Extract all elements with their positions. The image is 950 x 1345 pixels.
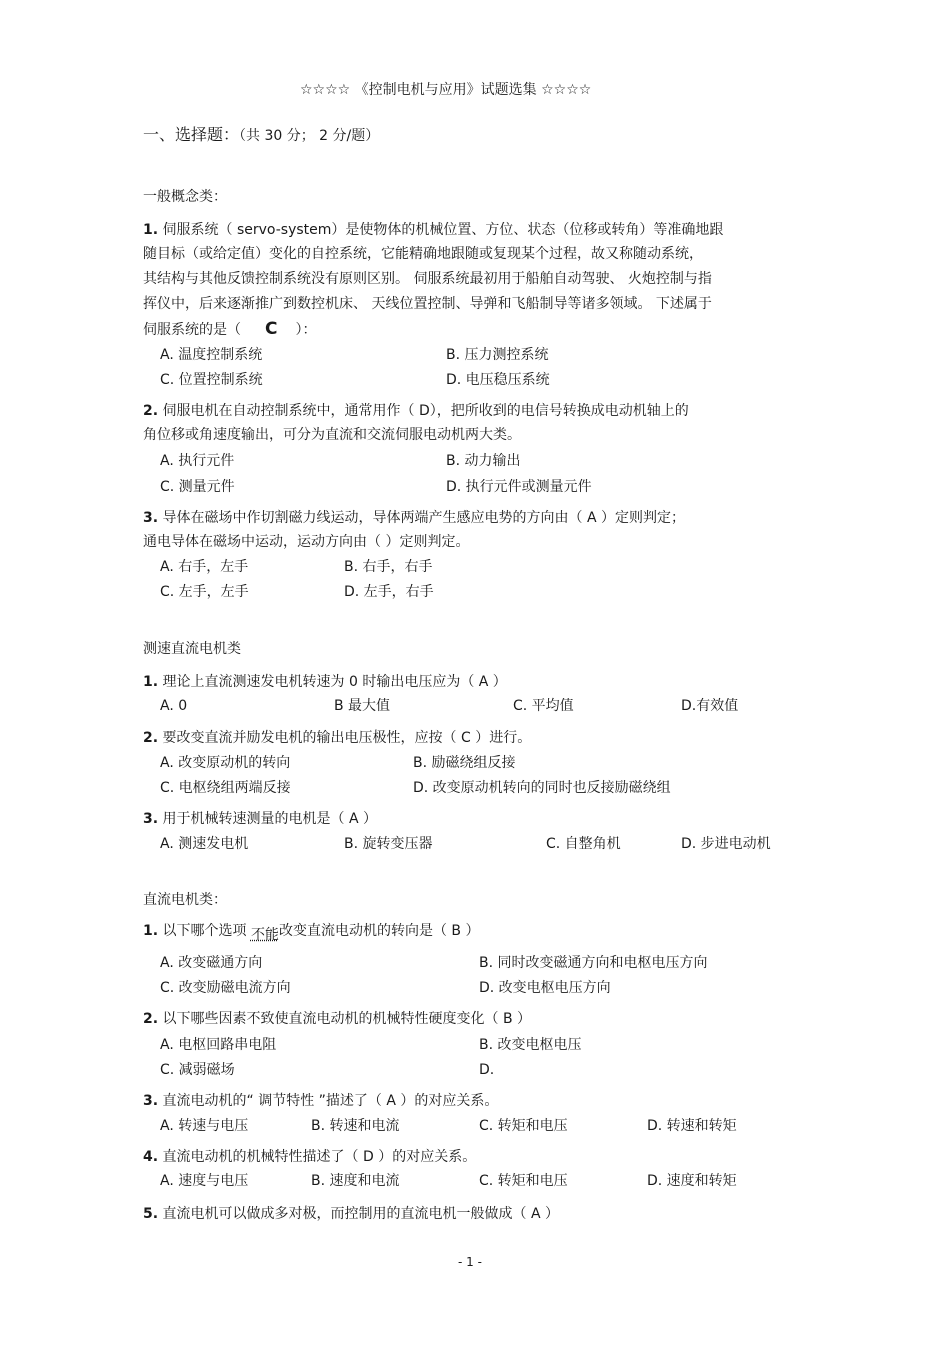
emphasis-text: 不能: [250, 927, 279, 943]
question-text: 改变直流电动机的转向是（ B ）: [278, 923, 480, 939]
question-text: 理论上直流测速发电机转速为 0 时输出电压应为（ A ）: [162, 674, 507, 690]
tacho-question-3: [143, 810, 377, 828]
option-d: D. 执行元件或测量元件: [446, 479, 592, 495]
dc-question-1: [143, 922, 480, 943]
option-c: C. 自整角机: [546, 836, 621, 852]
option-b: B 最大值: [334, 698, 391, 714]
question-number: 2.: [143, 403, 159, 419]
group-label-general: 一般概念类：: [143, 189, 227, 205]
question-number: 3.: [143, 510, 159, 526]
question-3-line2: 通电导体在磁场中运动，运动方向由（ ）定则判定。: [143, 534, 470, 550]
question-number: 1.: [143, 674, 159, 690]
option-a: A. 速度与电压: [160, 1173, 249, 1189]
question-text: 用于机械转速测量的电机是（ A ）: [162, 811, 377, 827]
section-heading-note: （共 30 分； 2 分/题）: [239, 128, 380, 144]
question-text: 直流电机可以做成多对极，而控制用的直流电机一般做成（ A ）: [162, 1206, 559, 1222]
question-3-line1: [143, 509, 685, 527]
answer-mark: C: [265, 319, 278, 339]
option-d: D. 步进电动机: [681, 836, 771, 852]
question-number: 1.: [143, 923, 159, 939]
question-1-line2: 随目标（或给定值）变化的自控系统，它能精确地跟随或复现某个过程，故又称随动系统，: [143, 246, 703, 262]
option-c: C. 左手，左手: [160, 584, 249, 600]
option-a: A. 温度控制系统: [160, 347, 263, 363]
option-b: B. 右手，右手: [344, 559, 433, 575]
option-b: B. 速度和电流: [311, 1173, 400, 1189]
question-text: 伺服电机在自动控制系统中，通常用作（ D），把所收到的电信号转换成电动机轴上的: [162, 403, 689, 419]
option-a: A. 右手，左手: [160, 559, 249, 575]
question-text: 要改变直流并励发电机的输出电压极性，应按（ C ）进行。: [162, 730, 532, 746]
page-number: - 1 -: [458, 1255, 482, 1269]
option-d: D. 速度和转矩: [647, 1173, 737, 1189]
question-number: 1.: [143, 222, 159, 238]
question-text: 导体在磁场中作切割磁力线运动，导体两端产生感应电势的方向由（ A ）定则判定；: [162, 510, 685, 526]
question-number: 3.: [143, 811, 159, 827]
option-b: B. 改变电枢电压: [479, 1037, 582, 1053]
tacho-question-1: [143, 673, 507, 691]
group-label-tachometer: 测速直流电机类: [143, 641, 241, 657]
option-b: B. 旋转变压器: [344, 836, 433, 852]
question-number: 4.: [143, 1149, 159, 1165]
option-d: D. 电压稳压系统: [446, 372, 550, 388]
group-label-dc-motor: 直流电机类：: [143, 892, 227, 908]
option-b: B. 转速和电流: [311, 1118, 400, 1134]
option-b: B. 压力测控系统: [446, 347, 549, 363]
option-a: A. 电枢回路串电阻: [160, 1037, 277, 1053]
option-b: B. 同时改变磁通方向和电枢电压方向: [479, 955, 708, 971]
option-a: A. 改变原动机的转向: [160, 755, 291, 771]
question-text: 以下哪个选项: [162, 923, 247, 939]
dc-question-2: [143, 1010, 531, 1028]
question-1-line4: 挥仪中，后来逐渐推广到数控机床、 天线位置控制、导弹和飞船制导等诸多领域。 下述属于: [143, 296, 712, 312]
question-text: ）：: [295, 322, 317, 338]
option-c: C. 测量元件: [160, 479, 235, 495]
question-text: 伺服系统（ servo-system）是使物体的机械位置、方位、状态（位移或转角）等准确地跟: [162, 222, 724, 238]
section-heading: [143, 126, 379, 145]
dc-question-3: [143, 1092, 498, 1110]
option-c: C. 电枢绕组两端反接: [160, 780, 291, 796]
option-a: A. 测速发电机: [160, 836, 249, 852]
tacho-question-2: [143, 729, 531, 747]
question-text: 直流电动机的机械特性描述了（ D ）的对应关系。: [162, 1149, 477, 1165]
option-d: D. 改变电枢电压方向: [479, 980, 611, 996]
question-number: 5.: [143, 1206, 159, 1222]
dc-question-5: [143, 1205, 559, 1223]
option-a: A. 改变磁通方向: [160, 955, 263, 971]
question-1-line1: [143, 221, 723, 239]
option-a: A. 0: [160, 698, 188, 714]
question-text: 伺服系统的是（: [143, 322, 241, 338]
option-c: C. 位置控制系统: [160, 372, 263, 388]
question-2-line1: [143, 402, 689, 420]
option-d: D. 左手，右手: [344, 584, 434, 600]
option-c: C. 转矩和电压: [479, 1173, 568, 1189]
dc-question-4: [143, 1148, 476, 1166]
question-text: 直流电动机的“ 调节特性 ”描述了（ A ）的对应关系。: [162, 1093, 499, 1109]
option-c: C. 转矩和电压: [479, 1118, 568, 1134]
question-1-line5: [143, 320, 316, 339]
question-number: 3.: [143, 1093, 159, 1109]
question-2-line2: 角位移或角速度输出，可分为直流和交流伺服电动机两大类。: [143, 427, 521, 443]
option-d: D.有效值: [681, 698, 739, 714]
option-c: C. 减弱磁场: [160, 1062, 235, 1078]
option-d: D. 改变原动机转向的同时也反接励磁绕组: [413, 780, 671, 796]
option-d: D. 转速和转矩: [647, 1118, 737, 1134]
question-number: 2.: [143, 1011, 159, 1027]
option-b: B. 动力输出: [446, 453, 521, 469]
option-c: C. 改变励磁电流方向: [160, 980, 291, 996]
question-text: 以下哪些因素不致使直流电动机的机械特性硬度变化（ B ）: [162, 1011, 532, 1027]
option-a: A. 转速与电压: [160, 1118, 249, 1134]
option-c: C. 平均值: [513, 698, 574, 714]
section-heading-text: 一、选择题：: [143, 125, 240, 144]
question-1-line3: 其结构与其他反馈控制系统没有原则区别。 伺服系统最初用于船舶自动驾驶、 火炮控制与指: [143, 271, 712, 287]
page-title: ☆☆☆☆ 《控制电机与应用》试题选集 ☆☆☆☆: [300, 82, 592, 98]
question-number: 2.: [143, 730, 159, 746]
option-d: D.: [479, 1062, 495, 1078]
option-a: A. 执行元件: [160, 453, 235, 469]
option-b: B. 励磁绕组反接: [413, 755, 516, 771]
